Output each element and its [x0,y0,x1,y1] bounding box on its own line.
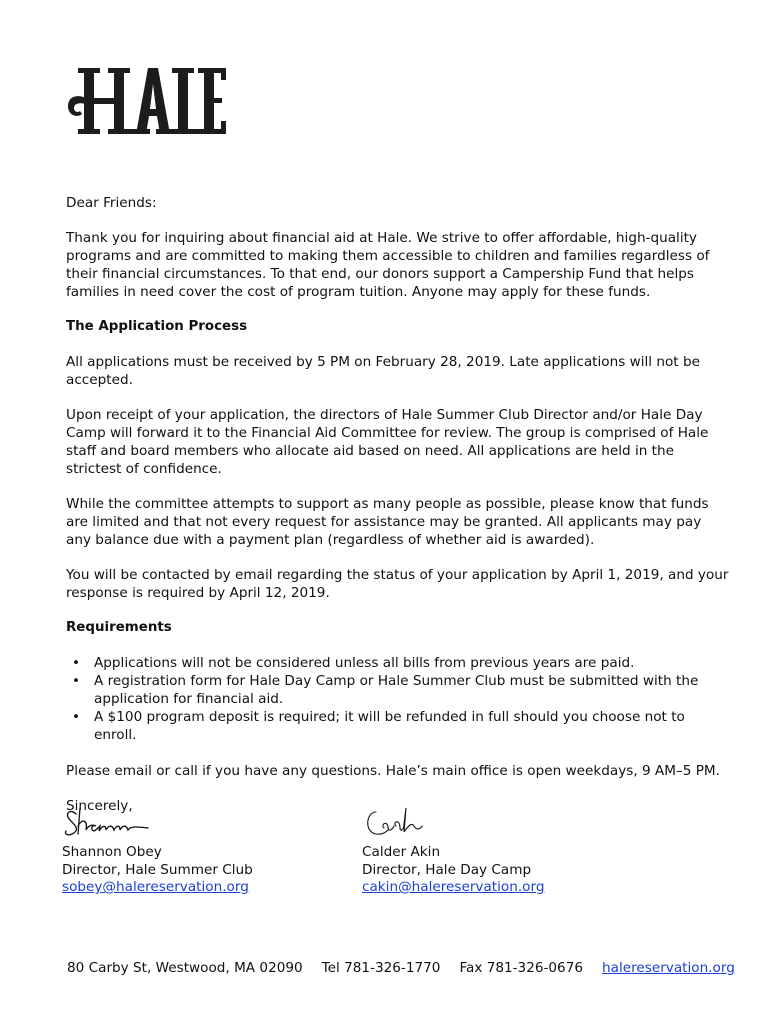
deadline-paragraph: All applications must be received by 5 PM on February 28, 2019. Late applications will not be accepted. [66,354,700,388]
requirements-list [66,654,730,744]
review-paragraph: Upon receipt of your application, the directors of Hale Summer Club Director and/or Hale Day Camp will forward it to the Financial Aid Committee for review. The group is comprised of Hale staff and board members who allocate aid based on need. All applications are held in the strictest of confidence. [66,407,709,477]
closing-note: Please email or call if you have any questions. Hale’s main office is open weekdays, 9 AM–5 PM. [66,763,720,779]
letter-body [66,194,730,832]
limits-paragraph: While the committee attempts to support as many people as possible, please know that funds are limited and that not every request for assistance may be granted. All applicants may pay any balance due with a payment plan (regardless of whether aid is awarded). [66,496,709,548]
footer-fax: Fax 781-326-0676 [459,960,584,976]
contact-timeline-paragraph: You will be contacted by email regarding the status of your application by April 1, 2019, and your response is required by April 12, 2019. [66,567,729,601]
bullet-icon: • [72,655,81,671]
footer [67,960,735,976]
bullet-icon: • [72,709,81,725]
greeting: Dear Friends: [66,195,157,211]
application-process-heading: The Application Process [66,319,248,334]
email-link[interactable]: sobey@halereservation.org [62,879,249,895]
signature-calder [362,800,482,844]
signature-shannon [62,800,182,844]
requirement-text: Applications will not be considered unless all bills from previous years are paid. [94,655,635,671]
hale-logo [64,62,228,142]
signoff: Sincerely, [66,798,133,814]
signatory-calder [362,800,612,897]
list-item [66,654,730,672]
requirements-heading: Requirements [66,620,172,635]
footer-address: 80 Carby St, Westwood, MA 02090 [67,960,303,976]
signatory-title: Director, Hale Day Camp [362,861,532,878]
footer-tel: Tel 781-326-1770 [321,960,441,976]
website-link[interactable]: halereservation.org [602,960,735,976]
hale-logo-icon [64,62,228,142]
list-item [66,672,730,708]
requirement-text: A $100 program deposit is required; it will be refunded in full should you choose not to enroll. [94,709,685,743]
signatory-name: Shannon Obey [62,844,162,860]
signatory-shannon [62,800,312,897]
requirement-text: A registration form for Hale Day Camp or Hale Summer Club must be submitted with the application for financial aid. [94,673,699,707]
email-link[interactable]: cakin@halereservation.org [362,879,545,895]
intro-paragraph: Thank you for inquiring about financial aid at Hale. We strive to offer affordable, high-quality programs and are committed to making them accessible to children and families regardless of their financial circumstances. To that end, our donors support a Campership Fund that helps families in need cover the cost of program tuition. Anyone may apply for these funds. [66,230,710,300]
bullet-icon: • [72,673,81,689]
signatory-name: Calder Akin [362,844,441,860]
signatory-title: Director, Hale Summer Club [62,861,253,878]
list-item [66,708,730,744]
